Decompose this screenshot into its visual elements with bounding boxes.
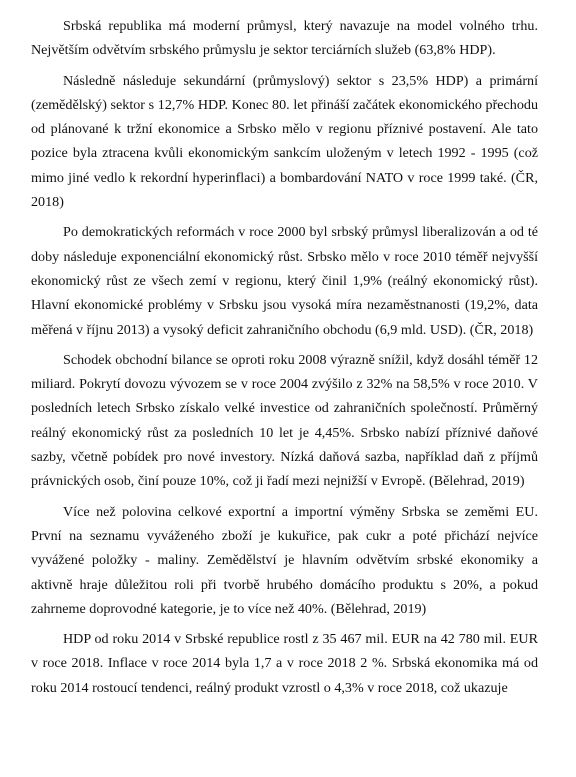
paragraph-1: Srbská republika má moderní průmysl, který navazuje na model volného trhu. Největším odvětvím srbského průmyslu je sektor terciárních služeb (63,8% HDP). (31, 18, 538, 59)
paragraph-4: Schodek obchodní bilance se oproti roku 2008 výrazně snížil, když dosáhl téměř 12 miliard. Pokrytí dovozu vývozem se v roce 2004 zvýšilo z 32% na 58,5% v roce 2010. V posledních letech Srbsko získalo velké investice od zahraničních společností. Průměrný reálný ekonomický růst za posledních 10 let je 4,45%. Srbsko nabízí příznivé daňové sazby, včetně pobídek pro nové investory. Nízká daňová sazba, například daň z příjmů právnických osob, činí pouze 10%, což ji řadí mezi nejnižší v Evropě. (Bělehrad, 2019) (31, 351, 538, 490)
paragraph-2: Následně následuje sekundární (průmyslový) sektor s 23,5% HDP) a primární (zemědělský) sektor s 12,7% HDP. Konec 80. let přináší začátek ekonomického přechodu od plánované k tržní ekonomice a Srbsko mělo v regionu příznivé postavení. Ale tato pozice byla ztracena kvůli ekonomickým sankcím uloženým v letech 1992 - 1995 (což mimo jiné vedlo k rekordní hyperinflaci) a bombardování NATO v roce 1999 také. (ČR, 2018) (31, 72, 538, 211)
paragraph-6: HDP od roku 2014 v Srbské republice rostl z 35 467 mil. EUR na 42 780 mil. EUR v roce 2018. Inflace v roce 2014 byla 1,7 a v roce 2018 2 %. Srbská ekonomika má od roku 2014 rostoucí tendenci, reálný produkt vzrostl o 4,3% v roce 2018, což ukazuje (31, 631, 538, 696)
paragraph-5: Více než polovina celkové exportní a importní výměny Srbska se zeměmi EU. První na seznamu vyváženého zboží je kukuřice, pak cukr a poté přichází nejvíce vyvážené položky - maliny. Zemědělství je hlavním odvětvím srbské ekonomiky a aktivně hraje důležitou roli při tvorbě hrubého domácího produktu s 20%, a pokud zahrneme doprovodné kategorie, je to více než 40%. (Bělehrad, 2019) (31, 503, 538, 617)
document-body (31, 14, 538, 706)
paragraph-3: Po demokratických reformách v roce 2000 byl srbský průmysl liberalizován a od té doby následuje exponenciální ekonomický růst. Srbsko mělo v roce 2010 téměř nejvyšší ekonomický růst ze všech zemí v regionu, který činil 1,9% (reálný ekonomický růst). Hlavní ekonomické problémy v Srbsku jsou vysoká míra nezaměstnanosti (19,2%, data měřená v říjnu 2013) a vysoký deficit zahraničního obchodu (6,9 mld. USD). (ČR, 2018) (31, 224, 538, 338)
